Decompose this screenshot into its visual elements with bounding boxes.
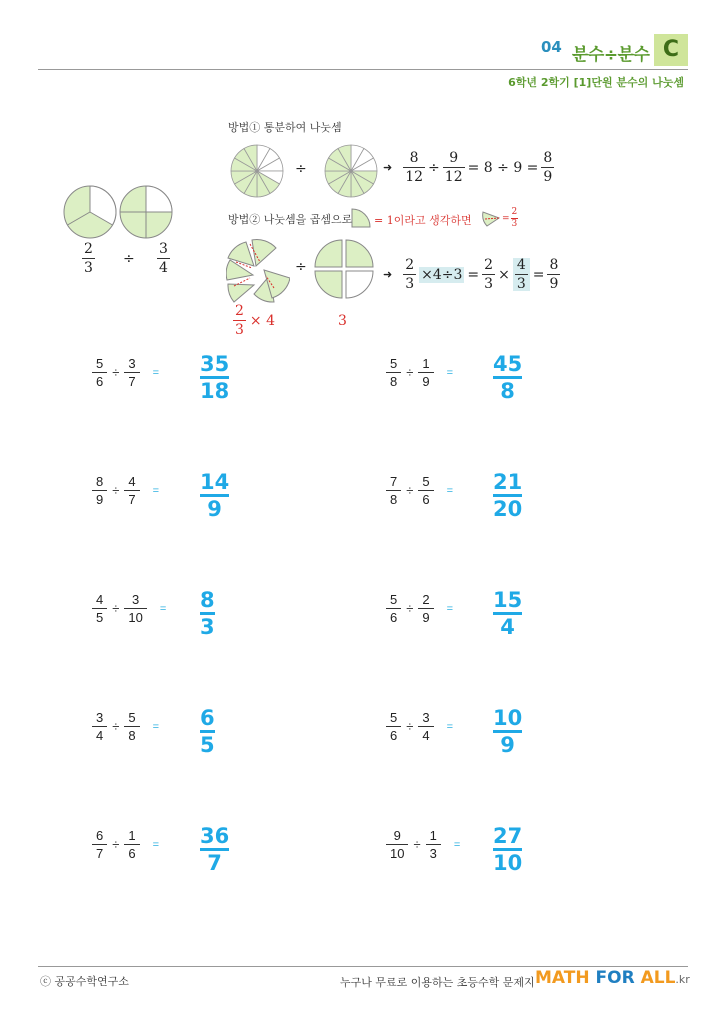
equals-sign: = [446, 602, 454, 615]
method2-result: $\frac{8}{9}$ [549, 257, 559, 292]
method2-caption-left: $\frac{2}{3}$ × 4 [235, 303, 276, 338]
method2-eq2: = [532, 266, 545, 283]
divide-sign: ÷ [112, 483, 120, 498]
dividend-fraction: $\frac{5}{6}$ [92, 357, 107, 388]
problem-3 [92, 475, 159, 506]
method2-frac1: $\frac{2}{3}$ [405, 257, 415, 292]
method2-div-sign: ÷ [295, 259, 307, 275]
worksheet-title: 분수÷분수 [572, 45, 650, 65]
dividend-fraction: $\frac{9}{10}$ [386, 829, 408, 860]
answer-6: 15 4 [493, 588, 523, 639]
problem-4 [386, 475, 453, 506]
divide-sign: ÷ [413, 837, 421, 852]
equals-sign: = [446, 484, 454, 497]
divide-sign: ÷ [112, 601, 120, 616]
method2-eq: = [467, 266, 480, 283]
dividend-fraction: $\frac{5}{8}$ [386, 357, 401, 388]
equals-sign: = [152, 720, 160, 733]
equals-sign: = [453, 838, 461, 851]
arrow-icon: ➜ [383, 161, 393, 174]
divide-sign: ÷ [112, 719, 120, 734]
footer-description: 누구나 무료로 이용하는 초등수학 문제지 [340, 976, 535, 989]
unit-number: 04 [541, 38, 562, 56]
copyright-text: ⓒ 공공수학연구소 [40, 975, 129, 988]
divisor-fraction: $\frac{3}{10}$ [124, 593, 146, 624]
divisor-fraction: $\frac{1}{6}$ [124, 829, 139, 860]
divide-sign: ÷ [406, 365, 414, 380]
method1-label: 방법① 통분하여 나눗셈 [228, 121, 342, 134]
answer-8: 10 9 [493, 706, 523, 757]
divisor-fraction: $\frac{4}{7}$ [124, 475, 139, 506]
method2-label: 방법② 나눗셈을 곱셈으로 [228, 213, 353, 226]
divisor-fraction: $\frac{2}{9}$ [418, 593, 433, 624]
method1-div-sign: ÷ [295, 161, 307, 177]
arrow-icon: ➜ [383, 268, 393, 281]
dividend-fraction: $\frac{8}{9}$ [92, 475, 107, 506]
answer-10: 27 10 [493, 824, 523, 875]
divisor-fraction: $\frac{1}{9}$ [418, 357, 433, 388]
method2-frac2: $\frac{2}{3}$ [484, 257, 494, 292]
level-badge: C [654, 34, 688, 66]
dividend-fraction: $\frac{4}{5}$ [92, 593, 107, 624]
divisor-fraction: $\frac{5}{6}$ [418, 475, 433, 506]
divide-sign: ÷ [112, 837, 120, 852]
method2-times: × [498, 266, 510, 283]
equals-sign: = [152, 366, 160, 379]
left-frac-a: $\frac{2}{3}$ [84, 241, 93, 276]
divisor-fraction: $\frac{5}{8}$ [124, 711, 139, 742]
slice-pie-icon [481, 208, 503, 228]
equals-sign: = [152, 838, 160, 851]
pie-diagram-left [62, 184, 174, 240]
divide-sign: ÷ [406, 601, 414, 616]
problem-7 [92, 711, 159, 742]
divide-sign: ÷ [406, 483, 414, 498]
answer-3: 14 9 [200, 470, 230, 521]
equals-sign: = [159, 602, 167, 615]
method2-frac3: $\frac{4}{3}$ [513, 258, 530, 291]
answer-9: 36 7 [200, 824, 230, 875]
method1-frac2: $\frac{9}{12}$ [444, 150, 463, 185]
method2-caption-right: 3 [338, 313, 347, 329]
problem-8 [386, 711, 453, 742]
problem-5 [92, 593, 166, 624]
divisor-fraction: $\frac{1}{3}$ [426, 829, 441, 860]
problem-9 [92, 829, 159, 860]
dividend-fraction: $\frac{7}{8}$ [386, 475, 401, 506]
left-frac-b: $\frac{3}{4}$ [159, 241, 168, 276]
brand-logo: MATH FOR ALL.kr [535, 968, 690, 988]
method1-equation [383, 151, 554, 184]
equals-sign: = [446, 720, 454, 733]
method2-times-part: ×4÷3 [421, 266, 463, 283]
method2-equation [383, 258, 560, 291]
method1-mid: = 8 ÷ 9 = [467, 159, 539, 176]
method2-split-quarters [226, 234, 290, 304]
divisor-fraction: $\frac{3}{7}$ [124, 357, 139, 388]
method1-frac1: $\frac{8}{12}$ [405, 150, 424, 185]
method2-note: = 1이라고 생각하면 [374, 214, 472, 227]
dividend-fraction: $\frac{5}{6}$ [386, 593, 401, 624]
dividend-fraction: $\frac{5}{6}$ [386, 711, 401, 742]
dividend-fraction: $\frac{6}{7}$ [92, 829, 107, 860]
worksheet-subtitle: 6학년 2학기 [1]단원 분수의 나눗셈 [508, 76, 684, 89]
divide-sign: ÷ [406, 719, 414, 734]
answer-2: 45 8 [493, 352, 523, 403]
answer-4: 21 20 [493, 470, 523, 521]
equals-sign: = [152, 484, 160, 497]
problem-1 [92, 357, 159, 388]
problem-2 [386, 357, 453, 388]
answer-5: 8 3 [200, 588, 215, 639]
equals-sign: = [446, 366, 454, 379]
header-divider [38, 69, 688, 70]
left-div-sign: ÷ [123, 251, 135, 267]
method2-quarters [313, 238, 375, 300]
divisor-fraction: $\frac{3}{4}$ [418, 711, 433, 742]
divide-sign: ÷ [112, 365, 120, 380]
method1-result: $\frac{8}{9}$ [543, 150, 553, 185]
answer-7: 6 5 [200, 706, 215, 757]
answer-1: 35 18 [200, 352, 230, 403]
footer-divider [38, 966, 688, 967]
quarter-pie-icon [350, 207, 374, 229]
problem-10 [386, 829, 460, 860]
method2-note-frac: = $\frac{2}{3}$ [502, 207, 518, 229]
problem-6 [386, 593, 453, 624]
dividend-fraction: $\frac{3}{4}$ [92, 711, 107, 742]
method1-div: ÷ [428, 159, 440, 176]
